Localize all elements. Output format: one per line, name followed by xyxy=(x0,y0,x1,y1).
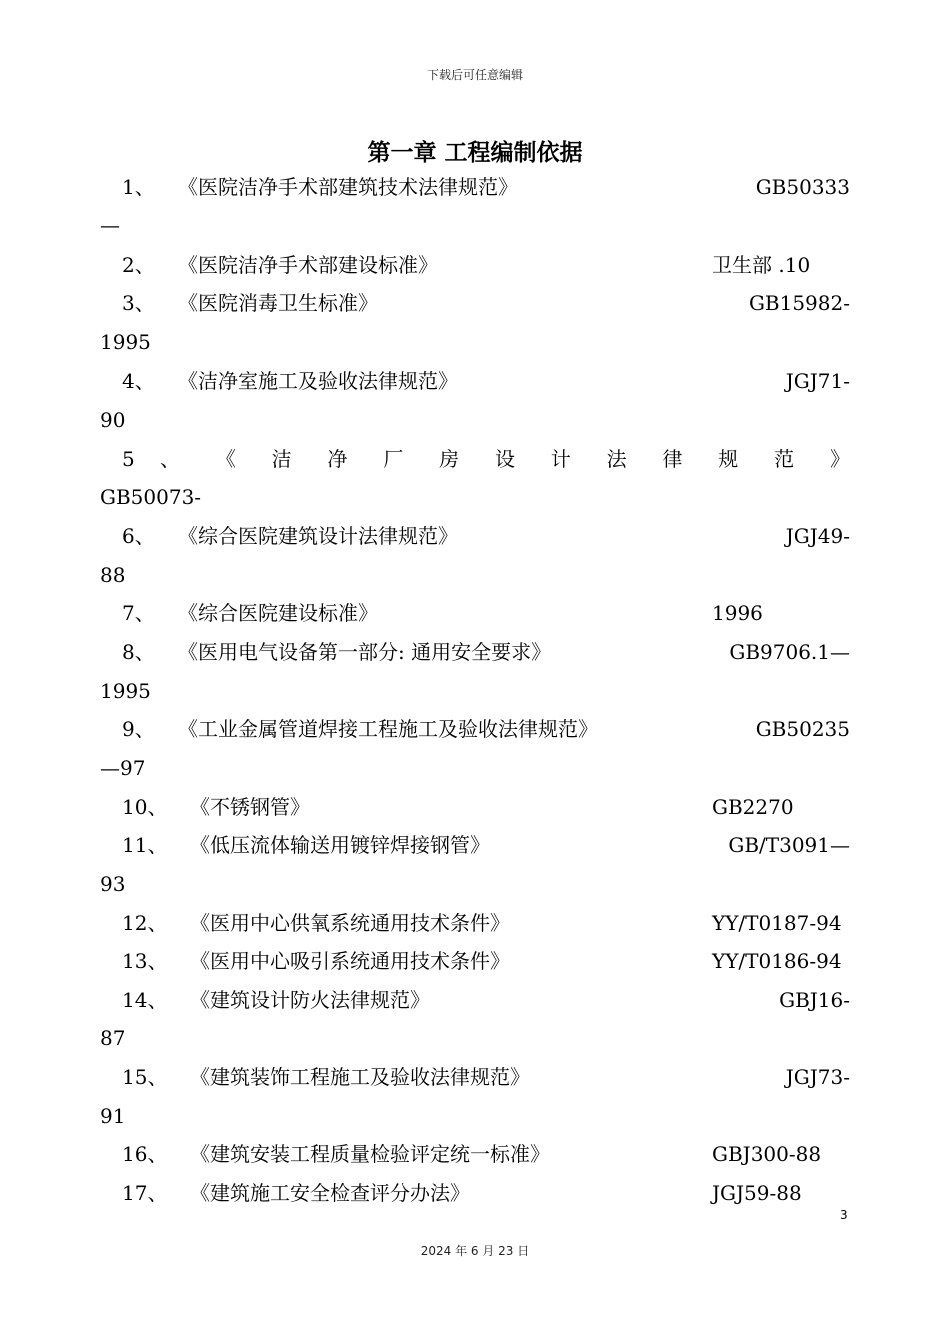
page-number: 3 xyxy=(840,1208,848,1222)
list-item xyxy=(0,1062,950,1092)
item-name: 《建筑施工安全检查评分办法》 xyxy=(190,1181,470,1205)
list-item-continuation xyxy=(0,869,950,899)
item-name: 《建筑安装工程质量检验评定统一标准》 xyxy=(190,1142,550,1166)
item-code-continuation: — xyxy=(100,213,120,237)
item-code: GBJ16- xyxy=(779,988,850,1012)
list-item xyxy=(0,1139,950,1169)
item-number: 5 xyxy=(122,447,135,471)
list-item xyxy=(0,172,950,202)
item-name: 《综合医院建筑设计法律规范》 xyxy=(178,524,458,548)
item-code: 卫生部 .10 xyxy=(712,253,811,277)
list-item xyxy=(0,830,950,860)
item-code: GBJ300-88 xyxy=(712,1142,822,1166)
list-item xyxy=(0,250,950,280)
justified-char: 设 xyxy=(494,447,515,471)
item-name: 《医院消毒卫生标准》 xyxy=(178,291,378,315)
item-number: 4、 xyxy=(122,369,155,393)
list-item xyxy=(0,637,950,667)
item-number: 3、 xyxy=(122,291,155,315)
item-code: JGJ59-88 xyxy=(712,1181,802,1205)
list-item-continuation xyxy=(0,560,950,590)
chapter-title: 第一章 工程编制依据 xyxy=(367,140,583,166)
page-footer-date: 2024 年 6 月 23 日 xyxy=(420,1244,530,1258)
item-number: 6、 xyxy=(122,524,155,548)
list-item-continuation xyxy=(0,676,950,706)
item-name: 《工业金属管道焊接工程施工及验收法律规范》 xyxy=(178,717,598,741)
justified-char: 法 xyxy=(606,447,627,471)
item-number: 15、 xyxy=(122,1065,168,1089)
item-name: 《综合医院建设标准》 xyxy=(178,601,378,625)
item-code: GB50333 xyxy=(755,175,850,199)
item-name: 《低压流体输送用镀锌焊接钢管》 xyxy=(190,833,490,857)
justified-char: 净 xyxy=(327,447,348,471)
list-item xyxy=(0,366,950,396)
item-code: 1996 xyxy=(712,601,763,625)
item-code: YY/T0186-94 xyxy=(712,949,842,973)
item-name: 《医用中心供氧系统通用技术条件》 xyxy=(190,911,510,935)
list-item xyxy=(0,598,950,628)
justified-char: 、 xyxy=(160,447,180,471)
item-name: 《建筑装饰工程施工及验收法律规范》 xyxy=(190,1065,530,1089)
item-number: 16、 xyxy=(122,1142,168,1166)
justified-char: 规 xyxy=(718,447,739,471)
item-code-continuation: 91 xyxy=(100,1104,126,1128)
item-code-continuation: 87 xyxy=(100,1026,126,1050)
item-code: GB15982- xyxy=(748,291,850,315)
item-name: 《洁净室施工及验收法律规范》 xyxy=(178,369,458,393)
list-item xyxy=(0,946,950,976)
list-item xyxy=(0,908,950,938)
item-name: 《医用中心吸引系统通用技术条件》 xyxy=(190,949,510,973)
item-code: JGJ73- xyxy=(785,1065,850,1089)
item-number: 11、 xyxy=(122,833,168,857)
list-item xyxy=(0,985,950,1015)
list-item-continuation xyxy=(0,753,950,783)
list-item-continuation xyxy=(0,482,950,512)
item-name: 《建筑设计防火法律规范》 xyxy=(190,988,430,1012)
item-name: 《医院洁净手术部建筑技术法律规范》 xyxy=(178,175,518,199)
justified-char: 范 xyxy=(774,447,795,471)
justified-char: 《 xyxy=(215,447,236,471)
item-number: 8、 xyxy=(122,640,155,664)
item-code: GB/T3091— xyxy=(728,833,850,857)
item-code-continuation: GB50073- xyxy=(100,485,202,509)
item-number: 13、 xyxy=(122,949,168,973)
list-item-continuation xyxy=(0,1023,950,1053)
item-code: JGJ49- xyxy=(785,524,850,548)
list-item xyxy=(0,792,950,822)
item-number: 9、 xyxy=(122,717,155,741)
list-item-continuation xyxy=(0,1101,950,1131)
list-item xyxy=(0,521,950,551)
item-number: 14、 xyxy=(122,988,168,1012)
justified-char: 洁 xyxy=(271,447,292,471)
item-number: 1、 xyxy=(122,175,155,199)
item-code-continuation: 93 xyxy=(100,872,126,896)
list-item-continuation xyxy=(0,327,950,357)
list-item xyxy=(0,1178,950,1208)
justified-char: 厂 xyxy=(383,447,404,471)
page-header: 下载后可任意编辑 xyxy=(426,68,523,82)
item-number: 10、 xyxy=(122,795,168,819)
item-code: JGJ71- xyxy=(785,369,850,393)
item-code: GB9706.1— xyxy=(729,640,850,664)
justified-char: 房 xyxy=(439,447,460,471)
list-item xyxy=(0,444,950,474)
item-code-continuation: —97 xyxy=(100,756,146,780)
item-code-continuation: 1995 xyxy=(100,330,151,354)
item-code-continuation: 90 xyxy=(100,408,126,432)
list-item-continuation xyxy=(0,210,950,240)
justified-char: 》 xyxy=(829,447,850,471)
item-code: YY/T0187-94 xyxy=(712,911,842,935)
item-code: GB2270 xyxy=(712,795,794,819)
justified-char: 律 xyxy=(662,447,683,471)
item-name-justified xyxy=(160,444,850,474)
item-name: 《医院洁净手术部建设标准》 xyxy=(178,253,438,277)
item-code: GB50235 xyxy=(755,717,850,741)
list-item xyxy=(0,288,950,318)
list-item xyxy=(0,714,950,744)
item-code-continuation: 1995 xyxy=(100,679,151,703)
justified-char: 计 xyxy=(550,447,571,471)
item-number: 17、 xyxy=(122,1181,168,1205)
item-name: 《不锈钢管》 xyxy=(190,795,310,819)
item-number: 12、 xyxy=(122,911,168,935)
list-item-continuation xyxy=(0,405,950,435)
item-code-continuation: 88 xyxy=(100,563,126,587)
item-number: 2、 xyxy=(122,253,155,277)
item-name: 《医用电气设备第一部分: 通用安全要求》 xyxy=(178,640,552,664)
item-number: 7、 xyxy=(122,601,155,625)
